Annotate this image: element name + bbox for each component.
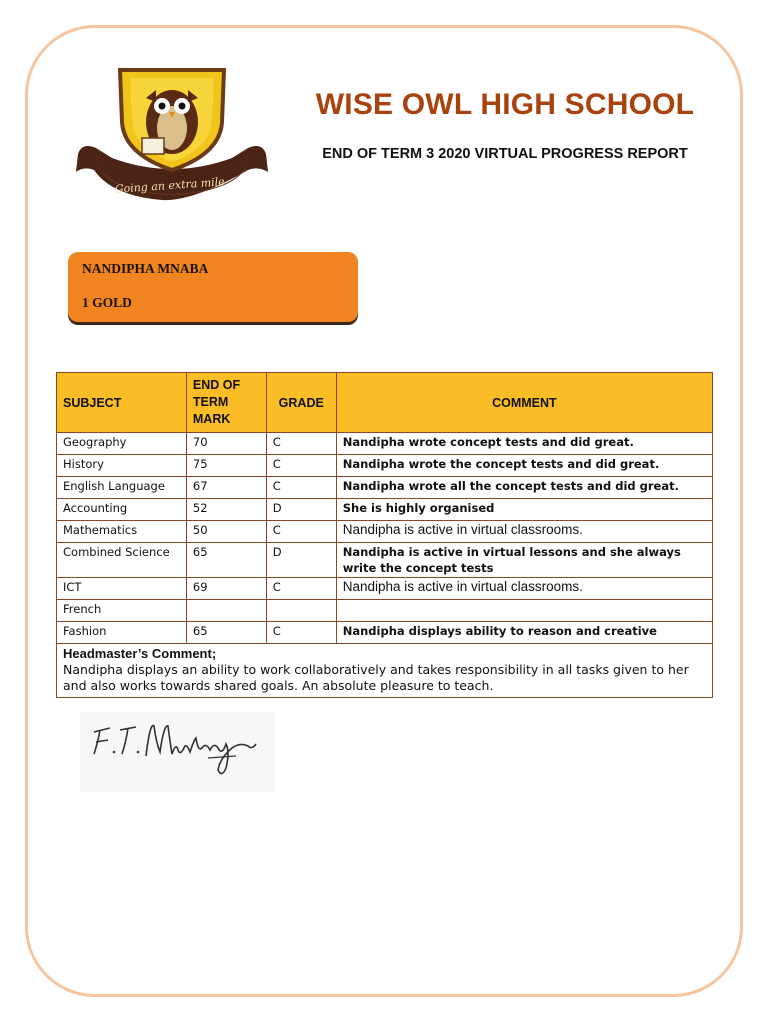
mark-cell: 75 (186, 455, 266, 477)
mark-cell: 65 (186, 543, 266, 578)
subject-cell: History (57, 455, 187, 477)
header-grade: GRADE (266, 373, 336, 433)
comment-cell: Nandipha displays ability to reason and creative (336, 622, 712, 644)
mark-cell: 70 (186, 433, 266, 455)
table-row (57, 521, 713, 543)
mark-cell: 65 (186, 622, 266, 644)
comment-cell (336, 600, 712, 622)
headmaster-signature (80, 712, 275, 792)
table-row (57, 433, 713, 455)
mark-cell (186, 600, 266, 622)
table-row (57, 499, 713, 521)
comment-cell: Nandipha is active in virtual classrooms. (336, 578, 712, 600)
comment-cell: Nandipha is active in virtual classrooms. (336, 521, 712, 543)
school-crest-logo (72, 62, 272, 212)
school-name: WISE OWL HIGH SCHOOL (315, 88, 695, 121)
comment-cell: Nandipha wrote concept tests and did great. (336, 433, 712, 455)
grade-cell: D (266, 499, 336, 521)
header-comment: COMMENT (336, 373, 712, 433)
subject-cell: Fashion (57, 622, 187, 644)
subject-cell: ICT (57, 578, 187, 600)
motto-text: Going an extra mile (114, 175, 226, 196)
subject-cell: Combined Science (57, 543, 187, 578)
headmaster-comment-cell (57, 644, 713, 698)
student-class: 1 GOLD (82, 295, 132, 310)
grade-cell (266, 600, 336, 622)
subject-cell: Accounting (57, 499, 187, 521)
headmaster-comment-row (57, 644, 713, 698)
subject-cell: English Language (57, 477, 187, 499)
grade-cell: C (266, 578, 336, 600)
mark-cell: 67 (186, 477, 266, 499)
mark-cell: 52 (186, 499, 266, 521)
subject-cell: Geography (57, 433, 187, 455)
mark-cell: 50 (186, 521, 266, 543)
progress-table (56, 372, 713, 698)
table-row (57, 477, 713, 499)
table-row (57, 543, 713, 578)
header-mark (186, 373, 266, 433)
header-mark-line3: MARK (192, 412, 231, 426)
table-row (57, 622, 713, 644)
comment-cell: Nandipha wrote the concept tests and did great. (336, 455, 712, 477)
comment-cell: Nandipha wrote all the concept tests and did great. (336, 477, 712, 499)
grade-cell: C (266, 622, 336, 644)
grade-cell: D (266, 543, 336, 578)
comment-cell: Nandipha is active in virtual lessons and she always write the concept tests (336, 543, 712, 578)
table-header-row (57, 373, 713, 433)
grade-cell: C (266, 455, 336, 477)
subject-cell: Mathematics (57, 521, 187, 543)
header-mark-line1: END OF (192, 378, 241, 392)
subject-cell: French (57, 600, 187, 622)
student-info-card (68, 252, 358, 322)
headmaster-comment-text: Nandipha displays an ability to work collaboratively and takes responsibility in all tasks given to her and also works towards shared goals. An absolute pleasure to teach. (63, 662, 689, 693)
grade-cell: C (266, 477, 336, 499)
table-row (57, 600, 713, 622)
comment-cell: She is highly organised (336, 499, 712, 521)
table-row (57, 578, 713, 600)
header-subject: SUBJECT (57, 373, 187, 433)
headmaster-comment-title: Headmaster’s Comment; (63, 646, 217, 661)
grade-cell: C (266, 433, 336, 455)
mark-cell: 69 (186, 578, 266, 600)
student-name: NANDIPHA MNABA (82, 261, 209, 276)
table-row (57, 455, 713, 477)
grade-cell: C (266, 521, 336, 543)
report-title: END OF TERM 3 2020 VIRTUAL PROGRESS REPORT (322, 146, 688, 162)
header-mark-line2: TERM (192, 395, 229, 409)
